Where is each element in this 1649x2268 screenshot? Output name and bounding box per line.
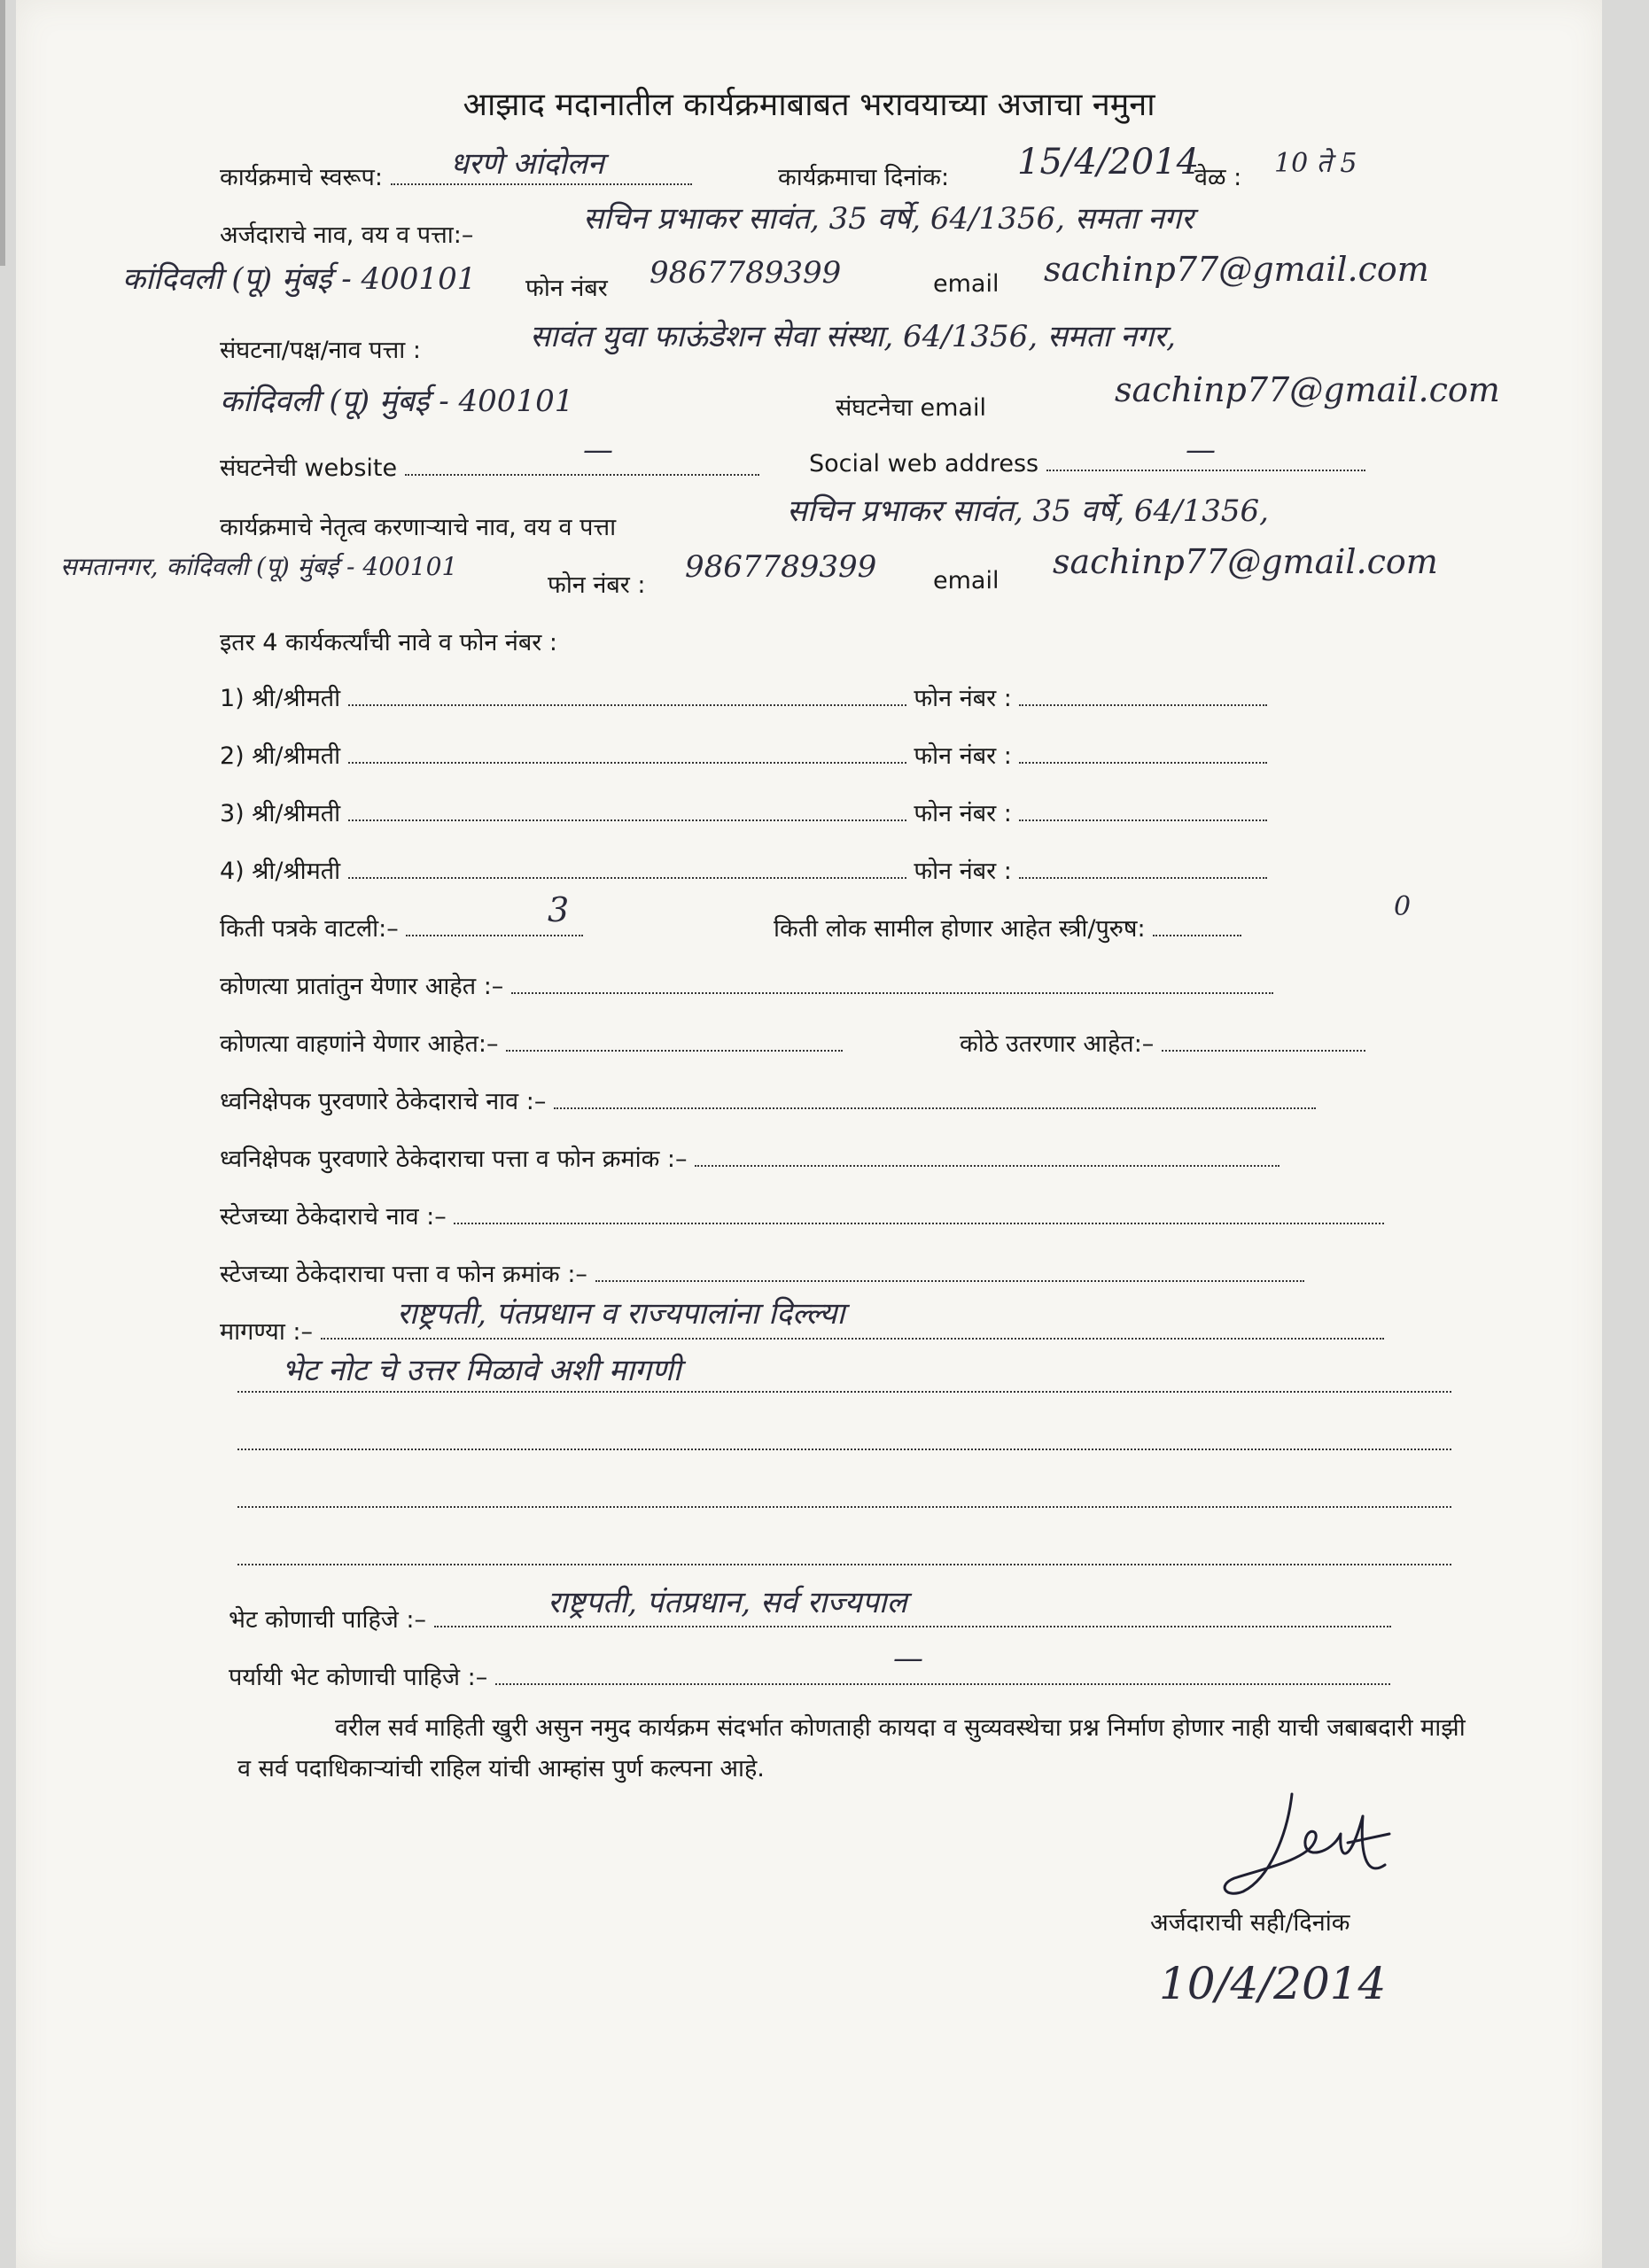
signature-date-value[interactable]: 10/4/2014 — [1159, 1958, 1387, 2009]
pamphlets-line — [406, 931, 583, 936]
people-row — [774, 911, 1241, 944]
worker-phone-label: फोन नंबर : — [914, 858, 1012, 885]
social-web-row — [809, 450, 1365, 478]
applicant-email-value[interactable]: sachinp77@gmail.com — [1044, 250, 1429, 289]
org-website-value[interactable]: — — [583, 432, 613, 468]
worker-label: 3) श्री/श्रीमती — [220, 800, 341, 827]
pamphlets-value[interactable]: 3 — [548, 890, 570, 929]
stage-name-row — [220, 1199, 1384, 1231]
org-website-label: संघटनेची website — [220, 454, 398, 482]
worker-label: 4) श्री/श्रीमती — [220, 858, 341, 885]
worker-phone-line[interactable] — [1019, 701, 1267, 706]
vehicles-row — [220, 1026, 843, 1059]
applicant-email-row — [933, 270, 999, 298]
worker-phone-label: फोन नंबर : — [914, 685, 1012, 712]
stage-address-line[interactable] — [595, 1277, 1304, 1282]
leader-phone-label: फोन नंबर : — [548, 571, 646, 599]
org-website-line — [405, 470, 759, 476]
worker-name-line[interactable] — [348, 874, 906, 879]
leader-line2-value[interactable]: समतानगर, कांदिवली (पू) मुंबई - 400101 — [60, 552, 458, 581]
worker-phone-line[interactable] — [1019, 816, 1267, 821]
worker-phone-label: फोन नंबर : — [914, 742, 1012, 770]
worker-name-line[interactable] — [348, 758, 906, 764]
event-date-label: कार्यक्रमाचा दिनांक: — [778, 164, 950, 191]
leader-row — [220, 509, 616, 542]
organization-line1-value[interactable]: सावंत युवा फाऊंडेशन सेवा संस्था, 64/1356, समता नगर, — [530, 319, 1176, 354]
people-label: किती लोक सामील होणार आहेत स्त्री/पुरुष: — [774, 915, 1146, 943]
social-web-value[interactable]: — — [1186, 432, 1216, 468]
form-title: आझाद मदानातील कार्यक्रमाबाबत भरावयाच्या अजाचा नमुना — [463, 87, 1155, 123]
worker-row — [220, 680, 1267, 713]
vehicles-label: कोणत्या वाहणांने येणार आहेत:– — [220, 1030, 499, 1058]
demands-line-3 — [237, 1429, 1451, 1456]
event-date-row — [778, 159, 949, 192]
alt-meet-line — [495, 1680, 1390, 1685]
people-line — [1153, 931, 1241, 936]
organization-line2-value[interactable]: कांदिवली (पू) मुंबई - 400101 — [220, 384, 574, 419]
org-email-row — [836, 390, 986, 423]
alight-line[interactable] — [1162, 1046, 1365, 1052]
sound-name-row — [220, 1084, 1316, 1116]
vehicles-line[interactable] — [506, 1046, 843, 1052]
org-email-label: संघटनेचा email — [836, 394, 986, 422]
from-where-row — [220, 968, 1273, 1001]
alt-meet-row — [229, 1659, 1390, 1692]
time-label: वेळ : — [1194, 164, 1242, 191]
demands-line-4 — [237, 1487, 1451, 1514]
worker-row — [220, 738, 1267, 771]
meet-line — [434, 1622, 1391, 1627]
scan-edge-shadow — [0, 0, 5, 266]
worker-name-line[interactable] — [348, 701, 906, 706]
people-value[interactable]: 0 — [1394, 891, 1412, 922]
sound-name-label: ध्वनिक्षेपक पुरवणारे ठेकेदाराचे नाव :– — [220, 1088, 547, 1115]
worker-phone-label: फोन नंबर : — [914, 800, 1012, 827]
demand-line2-value[interactable]: भेट नोट चे उत्तर मिळावे अशी मागणी — [282, 1353, 681, 1388]
worker-phone-line[interactable] — [1019, 758, 1267, 764]
applicant-phone-label: फोन नंबर — [525, 275, 608, 302]
event-nature-label: कार्यक्रमाचे स्वरूप: — [220, 164, 383, 191]
leader-phone-value[interactable]: 9867789399 — [685, 549, 877, 585]
leader-email-label: email — [933, 567, 1000, 594]
from-where-line[interactable] — [511, 989, 1273, 994]
applicant-line1-value[interactable]: सचिन प्रभाकर सावंत, 35 वर्षे, 64/1356, समता नगर — [583, 201, 1194, 237]
meet-label: भेट कोणाची पाहिजे :– — [229, 1606, 427, 1634]
worker-row — [220, 796, 1267, 828]
applicant-signature — [1208, 1781, 1403, 1914]
pamphlets-row — [220, 911, 583, 944]
dotted-line[interactable] — [237, 1445, 1451, 1450]
alt-meet-label: पर्यायी भेट कोणाची पाहिजे :– — [229, 1664, 488, 1691]
demands-line — [321, 1334, 1384, 1340]
dotted-line[interactable] — [237, 1560, 1451, 1565]
demands-label: मागण्या :– — [220, 1318, 313, 1346]
worker-label: 2) श्री/श्रीमती — [220, 742, 341, 770]
leader-email-value[interactable]: sachinp77@gmail.com — [1053, 542, 1438, 581]
demand-line1-value[interactable]: राष्ट्रपती, पंतप्रधान व राज्यपालांना दिल्ल्या — [397, 1296, 845, 1332]
stage-address-label: स्टेजच्या ठेकेदाराचा पत्ता व फोन क्रमांक :– — [220, 1261, 587, 1288]
worker-name-line[interactable] — [348, 816, 906, 821]
social-web-label: Social web address — [809, 450, 1039, 478]
form-sheet — [16, 0, 1602, 2268]
pamphlets-label: किती पत्रके वाटली:– — [220, 915, 399, 943]
applicant-label: अर्जदाराचे नाव, वय व पत्ता:– — [220, 221, 474, 249]
from-where-label: कोणत्या प्रातांतुन येणार आहेत :– — [220, 973, 504, 1000]
leader-phone-row — [548, 567, 646, 600]
worker-phone-line[interactable] — [1019, 874, 1267, 879]
event-nature-value[interactable]: धरणे आंदोलन — [450, 146, 604, 182]
org-website-row — [220, 450, 759, 483]
dotted-line[interactable] — [237, 1503, 1451, 1508]
worker-row — [220, 853, 1267, 886]
leader-line1-value[interactable]: सचिन प्रभाकर सावंत, 35 वर्षे, 64/1356, — [787, 493, 1269, 529]
time-value[interactable]: 10 ते 5 — [1274, 148, 1357, 179]
time-row — [1194, 159, 1241, 192]
stage-name-line[interactable] — [454, 1219, 1384, 1224]
stage-name-label: स्टेजच्या ठेकेदाराचे नाव :– — [220, 1203, 447, 1231]
organization-label: संघटना/पक्ष/नाव पत्ता : — [220, 337, 421, 364]
alight-label: कोठे उतरणार आहेत:– — [960, 1030, 1155, 1058]
demands-line-5 — [237, 1544, 1451, 1572]
sound-address-row — [220, 1141, 1280, 1174]
sound-address-label: ध्वनिक्षेपक पुरवणारे ठेकेदाराचा पत्ता व फोन क्रमांक :– — [220, 1146, 688, 1173]
signature-label: अर्जदाराची सही/दिनांक — [1150, 1909, 1350, 1937]
applicant-email-label: email — [933, 270, 1000, 298]
leader-label: कार्यक्रमाचे नेतृत्व करणाऱ्याचे नाव, वय व पत्ता — [220, 514, 617, 541]
applicant-phone-value[interactable]: 9867789399 — [649, 255, 842, 291]
declaration-text: वरील सर्व माहिती खुरी असुन नमुद कार्यक्रम संदर्भात कोणताही कायदा व सुव्यवस्थेचा प्रश्न निर्माण होणार नाही याची जबाबदारी माझी व सर्व पदाधिकाऱ्यांची राहिल यांची आम्हांस पुर्ण कल्पना आहे. — [237, 1714, 1466, 1783]
applicant-row — [220, 217, 473, 250]
applicant-line2-value[interactable]: कांदिवली (पू) मुंबई - 400101 — [122, 261, 477, 297]
other-workers-heading: इतर 4 कार्यकर्त्यांची नावे व फोन नंबर : — [220, 629, 558, 656]
sound-name-line[interactable] — [554, 1104, 1316, 1109]
alight-row — [960, 1026, 1365, 1059]
sound-address-line[interactable] — [695, 1161, 1280, 1167]
organization-row — [220, 332, 421, 365]
alt-meet-value[interactable]: — — [893, 1641, 923, 1676]
stage-address-row — [220, 1256, 1304, 1289]
meet-value[interactable]: राष्ट्रपती, पंतप्रधान, सर्व राज्यपाल — [548, 1585, 907, 1620]
leader-email-row — [933, 567, 999, 594]
worker-label: 1) श्री/श्रीमती — [220, 685, 341, 712]
event-date-value[interactable]: 15/4/2014 — [1017, 142, 1200, 183]
applicant-phone-row — [525, 270, 608, 303]
org-email-value[interactable]: sachinp77@gmail.com — [1115, 370, 1500, 409]
